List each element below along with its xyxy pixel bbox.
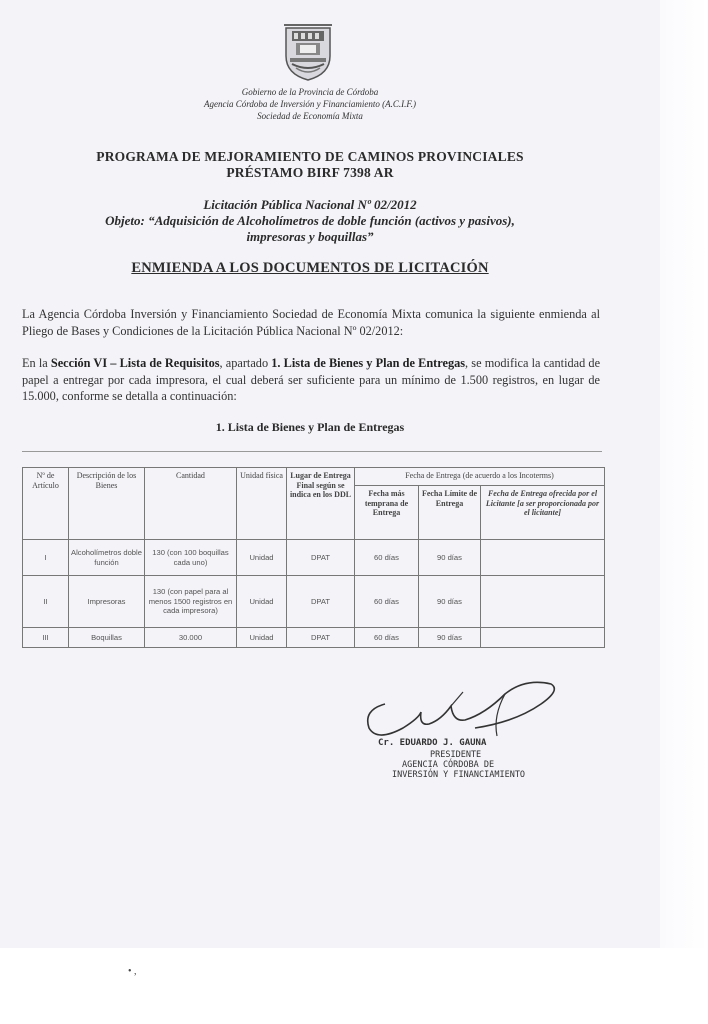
header-fecha-ofrecida: Fecha de Entrega ofrecida por el Licitante [a ser proporcionada por el licitante] [481, 486, 605, 540]
list-title: 1. Lista de Bienes y Plan de Entregas [215, 420, 405, 434]
objeto-line-1: Objeto: “Adquisición de Alcoholímetros de doble función (activos y pasivos), [105, 213, 515, 228]
agency-line-1: Gobierno de la Provincia de Córdoba [241, 87, 379, 97]
header-descripcion: Descripción de los Bienes [69, 468, 145, 540]
intro-paragraph: La Agencia Córdoba Inversión y Financiamiento Sociedad de Economía Mixta comunica la siguiente enmienda al Pliego de Bases y Condiciones de la Licitación Pública Nacional Nº 02/2012: [22, 307, 600, 338]
modification-paragraph: En la Sección VI – Lista de Requisitos, apartado 1. Lista de Bienes y Plan de Entregas, se modifica la cantidad de papel a entregar por cada impresora, el cual deberá ser suficiente para un mínimo de 1.500 registros, en lugar de 15.000, conforme se detalla a continuación: [22, 356, 601, 403]
signatory-org-line-2: INVERSIÓN Y FINANCIAMIENTO [392, 770, 526, 780]
signatory-name: Cr. EDUARDO J. GAUNA [378, 738, 487, 748]
divider-rule [22, 451, 602, 452]
handwritten-signature-icon [355, 676, 565, 746]
agency-line-3: Sociedad de Economía Mixta [257, 111, 363, 121]
provincial-seal-icon [282, 22, 334, 82]
header-fecha-group: Fecha de Entrega (de acuerdo a los Incoterms) [355, 468, 605, 486]
header-lugar: Lugar de Entrega Final según se indica en los DDL [287, 468, 355, 540]
table-row: II Impresoras 130 (con papel para al menos 1500 registros en cada impresora) Unidad DPAT 60 días 90 días [23, 576, 605, 628]
scan-marks: • , [128, 966, 137, 977]
licitacion-number: Licitación Pública Nacional Nº 02/2012 [203, 197, 417, 212]
signatory-title: PRESIDENTE [430, 750, 482, 760]
header-fecha-limite: Fecha Límite de Entrega [419, 486, 481, 540]
header-unidad: Unidad física [237, 468, 287, 540]
signatory-org-line-1: AGENCIA CÓRDOBA DE [402, 760, 495, 770]
header-cantidad: Cantidad [145, 468, 237, 540]
header-fecha-temprana: Fecha más temprana de Entrega [355, 486, 419, 540]
table-row: I Alcoholímetros doble función 130 (con 100 boquillas cada uno) Unidad DPAT 60 días 90 días [23, 540, 605, 576]
agency-line-2: Agencia Córdoba de Inversión y Financiamiento (A.C.I.F.) [204, 99, 416, 109]
loan-title: PRÉSTAMO BIRF 7398 AR [226, 165, 394, 180]
requirements-table [22, 467, 605, 648]
enmienda-heading: ENMIENDA A LOS DOCUMENTOS DE LICITACIÓN [131, 260, 489, 276]
header-articulo: Nº de Artículo [23, 468, 69, 540]
objeto-line-2: impresoras y boquillas” [246, 229, 374, 244]
program-title: PROGRAMA DE MEJORAMIENTO DE CAMINOS PROVINCIALES [96, 149, 524, 164]
table-row: III Boquillas 30.000 Unidad DPAT 60 días 90 días [23, 628, 605, 648]
